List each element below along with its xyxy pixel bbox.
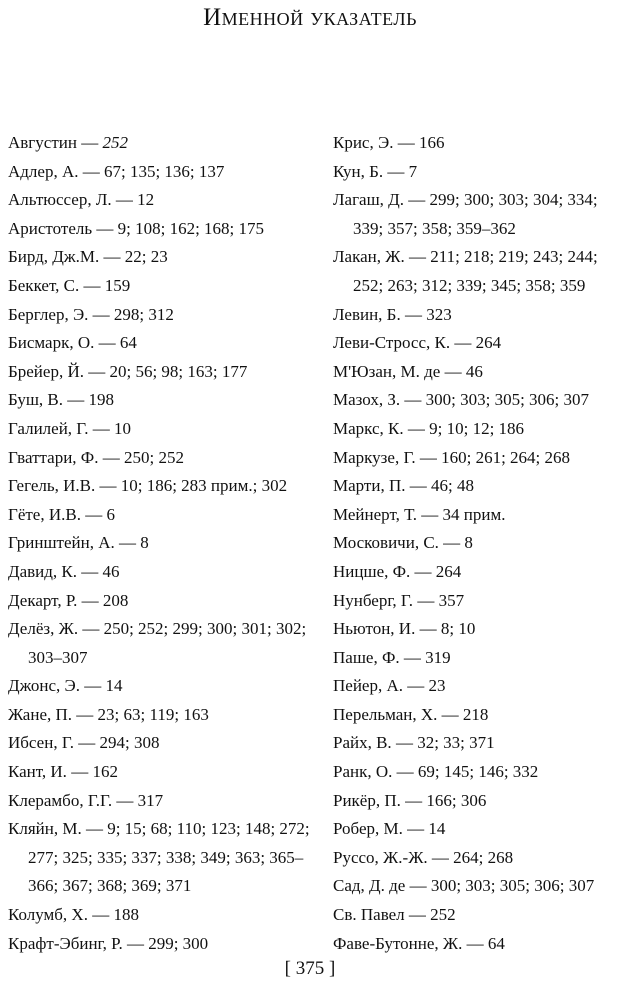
entry-page-refs: 159 bbox=[104, 275, 131, 295]
entry-name: Нунберг, Г. bbox=[333, 590, 414, 610]
index-entry: Адлер, А. — 67; 135; 136; 137 bbox=[8, 161, 225, 181]
entry-name: Аристотель bbox=[8, 218, 93, 238]
entry-page-refs: 6 bbox=[106, 504, 115, 524]
entry-name: Гегель, И.В. bbox=[8, 476, 96, 496]
index-entry: Гёте, И.В. — 6 bbox=[8, 504, 115, 524]
index-entry: Кант, И. — 162 bbox=[8, 762, 118, 782]
index-entry: Давид, К. — 46 bbox=[8, 561, 120, 581]
entry-name: Ницше, Ф. bbox=[333, 561, 411, 581]
index-entry: Московичи, С. — 8 bbox=[333, 533, 473, 553]
index-entry: Крис, Э. — 166 bbox=[333, 133, 445, 152]
entry-name: Давид, К. bbox=[8, 561, 78, 581]
entry-name: Жане, П. bbox=[8, 704, 73, 724]
entry-name: Ранк, О. bbox=[333, 762, 393, 782]
index-entry: Мейнерт, Т. — 34 прим. bbox=[333, 504, 506, 524]
index-entry: Бисмарк, О. — 64 bbox=[8, 333, 137, 353]
entry-page-refs: 317 bbox=[137, 790, 164, 810]
entry-page-refs: 10; 186; 283 прим.; 302 bbox=[120, 476, 288, 496]
entry-name: Марти, П. bbox=[333, 476, 406, 496]
entry-page-refs: 319 bbox=[425, 647, 451, 667]
entry-name: Бисмарк, О. bbox=[8, 333, 95, 353]
index-entry: Св. Павел — 252 bbox=[333, 905, 456, 925]
entry-page-refs: 252 bbox=[102, 133, 128, 152]
index-entry: Рикёр, П. — 166; 306 bbox=[333, 790, 487, 810]
index-entry: Гринштейн, А. — 8 bbox=[8, 533, 149, 553]
index-entry: Сад, Д. де — 300; 303; 305; 306; 307 bbox=[333, 876, 595, 896]
index-entry: Ранк, О. — 69; 145; 146; 332 bbox=[333, 762, 539, 782]
entry-name: Св. Павел bbox=[333, 905, 405, 925]
entry-page-refs: 166; 306 bbox=[426, 790, 487, 810]
index-entry: Брейер, Й. — 20; 56; 98; 163; 177 bbox=[8, 361, 248, 381]
entry-page-refs: 198 bbox=[88, 390, 115, 410]
entry-name: Робер, М. bbox=[333, 819, 403, 839]
index-entry: Марти, П. — 46; 48 bbox=[333, 476, 474, 496]
entry-page-refs: 46; 48 bbox=[431, 476, 474, 496]
entry-name: Галилей, Г. bbox=[8, 418, 89, 438]
entry-name: Крис, Э. bbox=[333, 133, 394, 152]
entry-name: Лакан, Ж. bbox=[333, 247, 405, 267]
entry-name: Маркузе, Г. bbox=[333, 447, 416, 467]
entry-name: Делёз, Ж. bbox=[8, 619, 79, 639]
entry-name: Колумб, Х. bbox=[8, 905, 88, 925]
entry-page-refs: 294; 308 bbox=[99, 733, 160, 753]
entry-name: Московичи, С. bbox=[333, 533, 439, 553]
entry-page-refs: 9; 10; 12; 186 bbox=[429, 418, 525, 438]
entry-page-refs: 298; 312 bbox=[113, 304, 174, 324]
entry-name: Сад, Д. де bbox=[333, 876, 406, 896]
entry-page-refs: 264 bbox=[435, 561, 462, 581]
entry-name: Берглер, Э. bbox=[8, 304, 89, 324]
index-entry: Ницше, Ф. — 264 bbox=[333, 561, 462, 581]
entry-name: М'Юзан, М. де bbox=[333, 361, 441, 381]
entry-page-refs: 299; 300; 303; 304; 334; 339; 357; 358; 359–362 bbox=[353, 190, 598, 238]
entry-page-refs: 12 bbox=[137, 190, 155, 210]
entry-page-refs: 166 bbox=[418, 133, 445, 152]
entry-page-refs: 10 bbox=[113, 418, 131, 438]
entry-name: Клерамбо, Г.Г. bbox=[8, 790, 113, 810]
index-entry: Жане, П. — 23; 63; 119; 163 bbox=[8, 704, 209, 724]
entry-name: Мейнерт, Т. bbox=[333, 504, 418, 524]
index-column-left bbox=[8, 129, 310, 958]
entry-name: Леви-Стросс, К. bbox=[333, 333, 451, 353]
entry-page-refs: 218 bbox=[462, 704, 489, 724]
entry-name: Брейер, Й. bbox=[8, 361, 84, 381]
index-entry: Крафт-Эбинг, Р. — 299; 300 bbox=[8, 933, 209, 953]
entry-name: Кант, И. bbox=[8, 762, 67, 782]
index-entry: Робер, М. — 14 bbox=[333, 819, 446, 839]
index-entry: Пейер, А. — 23 bbox=[333, 676, 446, 696]
entry-page-refs: 46 bbox=[102, 561, 120, 581]
index-entry: Лакан, Ж. — 211; 218; 219; 243; 244; 252; 263; 312; 339; 345; 358; 359 bbox=[333, 247, 598, 295]
index-entry: Фаве-Бутонне, Ж. — 64 bbox=[333, 933, 505, 953]
entry-page-refs: 67; 135; 136; 137 bbox=[103, 161, 225, 181]
entry-name: Паше, Ф. bbox=[333, 647, 400, 667]
entry-name: Августин bbox=[8, 133, 77, 152]
index-entry: Лагаш, Д. — 299; 300; 303; 304; 334; 339; 357; 358; 359–362 bbox=[333, 190, 598, 238]
index-entry: Делёз, Ж. — 250; 252; 299; 300; 301; 302; 303–307 bbox=[8, 619, 307, 667]
entry-page-refs: 300; 303; 305; 306; 307 bbox=[430, 876, 595, 896]
index-entry: Руссо, Ж.-Ж. — 264; 268 bbox=[333, 847, 514, 867]
entry-page-refs: 69; 145; 146; 332 bbox=[417, 762, 539, 782]
entry-name: Беккет, С. bbox=[8, 275, 80, 295]
index-entry: Ибсен, Г. — 294; 308 bbox=[8, 733, 160, 753]
entry-name: Руссо, Ж.-Ж. bbox=[333, 847, 428, 867]
index-entry: Райх, В. — 32; 33; 371 bbox=[333, 733, 495, 753]
entry-page-refs: 20; 56; 98; 163; 177 bbox=[109, 361, 248, 381]
entry-name: Маркс, К. bbox=[333, 418, 404, 438]
index-entry: Берглер, Э. — 298; 312 bbox=[8, 304, 174, 324]
index-entry: Гваттари, Ф. — 250; 252 bbox=[8, 447, 184, 467]
entry-name: Перельман, Х. bbox=[333, 704, 438, 724]
entry-name: Крафт-Эбинг, Р. bbox=[8, 933, 123, 953]
entry-page-refs: 299; 300 bbox=[148, 933, 209, 953]
entry-page-refs: 357 bbox=[438, 590, 465, 610]
index-entry: Маркс, К. — 9; 10; 12; 186 bbox=[333, 418, 525, 438]
entry-name: Фаве-Бутонне, Ж. bbox=[333, 933, 463, 953]
entry-page-refs: 160; 261; 264; 268 bbox=[441, 447, 571, 467]
entry-page-refs: 188 bbox=[113, 905, 139, 925]
index-entry: Паше, Ф. — 319 bbox=[333, 647, 451, 667]
page-number: [ 375 ] bbox=[284, 958, 336, 979]
entry-page-refs: 264 bbox=[475, 333, 502, 353]
entry-page-refs: 23; 63; 119; 163 bbox=[97, 704, 209, 724]
entry-name: Гваттари, Ф. bbox=[8, 447, 99, 467]
entry-page-refs: 8 bbox=[464, 533, 473, 553]
index-entry: Декарт, Р. — 208 bbox=[8, 590, 129, 610]
entry-name: Кляйн, М. bbox=[8, 819, 82, 839]
entry-name: Бирд, Дж.М. bbox=[8, 247, 100, 267]
entry-name: Мазох, З. bbox=[333, 390, 401, 410]
entry-name: Альтюссер, Л. bbox=[8, 190, 112, 210]
entry-page-refs: 208 bbox=[102, 590, 129, 610]
entry-page-refs: 252 bbox=[430, 905, 456, 925]
index-entry: Буш, В. — 198 bbox=[8, 390, 115, 410]
entry-page-refs: 8 bbox=[140, 533, 149, 553]
index-entry: Кун, Б. — 7 bbox=[333, 161, 418, 181]
index-entry: Колумб, Х. — 188 bbox=[8, 905, 139, 925]
entry-page-refs: 32; 33; 371 bbox=[417, 733, 495, 753]
index-entry: М'Юзан, М. де — 46 bbox=[333, 361, 483, 381]
page-title: Именной указатель bbox=[203, 4, 417, 31]
entry-name: Пейер, А. bbox=[333, 676, 403, 696]
entry-name: Левин, Б. bbox=[333, 304, 401, 324]
index-entry: Маркузе, Г. — 160; 261; 264; 268 bbox=[333, 447, 571, 467]
index-entry: Альтюссер, Л. — 12 bbox=[8, 190, 155, 210]
entry-page-refs: 64 bbox=[487, 933, 505, 953]
index-entry: Августин — 252 bbox=[8, 133, 128, 152]
entry-name: Гёте, И.В. bbox=[8, 504, 81, 524]
entry-page-refs: 323 bbox=[426, 304, 452, 324]
index-entry: Мазох, З. — 300; 303; 305; 306; 307 bbox=[333, 390, 590, 410]
entry-name: Лагаш, Д. bbox=[333, 190, 405, 210]
entry-name: Ньютон, И. bbox=[333, 619, 416, 639]
entry-page-refs: 8; 10 bbox=[440, 619, 476, 639]
entry-page-refs: 64 bbox=[119, 333, 137, 353]
entry-name: Буш, В. bbox=[8, 390, 64, 410]
entry-page-refs: 46 bbox=[465, 361, 483, 381]
index-entry: Аристотель — 9; 108; 162; 168; 175 bbox=[8, 218, 265, 238]
entry-name: Ибсен, Г. bbox=[8, 733, 74, 753]
entry-page-refs: 22; 23 bbox=[124, 247, 168, 267]
entry-page-refs: 9; 108; 162; 168; 175 bbox=[117, 218, 265, 238]
index-entry: Кляйн, М. — 9; 15; 68; 110; 123; 148; 272; 277; 325; 335; 337; 338; 349; 363; 365–366; 367; 368; 369; 371 bbox=[8, 819, 310, 896]
index-entry: Беккет, С. — 159 bbox=[8, 275, 131, 295]
index-entry: Леви-Стросс, К. — 264 bbox=[333, 333, 502, 353]
entry-name: Кун, Б. bbox=[333, 161, 384, 181]
index-entry: Бирд, Дж.М. — 22; 23 bbox=[8, 247, 168, 267]
entry-page-refs: 23 bbox=[428, 676, 446, 696]
entry-page-refs: 9; 15; 68; 110; 123; 148; 272; 277; 325; 335; 337; 338; 349; 363; 365–366; 367; 368; 369; 371 bbox=[28, 819, 310, 896]
entry-name: Райх, В. bbox=[333, 733, 392, 753]
entry-page-refs: 14 bbox=[105, 676, 123, 696]
entry-page-refs: 7 bbox=[408, 161, 418, 181]
entry-name: Декарт, Р. bbox=[8, 590, 78, 610]
entry-page-refs: 34 прим. bbox=[442, 504, 506, 524]
entry-page-refs: 250; 252 bbox=[123, 447, 184, 467]
index-entry: Галилей, Г. — 10 bbox=[8, 418, 131, 438]
index-entry: Джонс, Э. — 14 bbox=[8, 676, 123, 696]
entry-page-refs: 211; 218; 219; 243; 244; 252; 263; 312; 339; 345; 358; 359 bbox=[353, 247, 598, 295]
index-entry: Гегель, И.В. — 10; 186; 283 прим.; 302 bbox=[8, 476, 288, 496]
entry-page-refs: 300; 303; 305; 306; 307 bbox=[425, 390, 590, 410]
index-column-right bbox=[333, 129, 617, 958]
index-entry: Нунберг, Г. — 357 bbox=[333, 590, 465, 610]
entry-name: Адлер, А. bbox=[8, 161, 79, 181]
entry-page-refs: 250; 252; 299; 300; 301; 302; 303–307 bbox=[28, 619, 307, 667]
index-entry: Левин, Б. — 323 bbox=[333, 304, 452, 324]
index-entry: Ньютон, И. — 8; 10 bbox=[333, 619, 476, 639]
entry-name: Рикёр, П. bbox=[333, 790, 401, 810]
entry-page-refs: 264; 268 bbox=[453, 847, 514, 867]
entry-page-refs: 162 bbox=[92, 762, 118, 782]
entry-name: Джонс, Э. bbox=[8, 676, 81, 696]
entry-name: Гринштейн, А. bbox=[8, 533, 115, 553]
entry-page-refs: 14 bbox=[428, 819, 446, 839]
index-entry: Перельман, Х. — 218 bbox=[333, 704, 489, 724]
index-entry: Клерамбо, Г.Г. — 317 bbox=[8, 790, 164, 810]
